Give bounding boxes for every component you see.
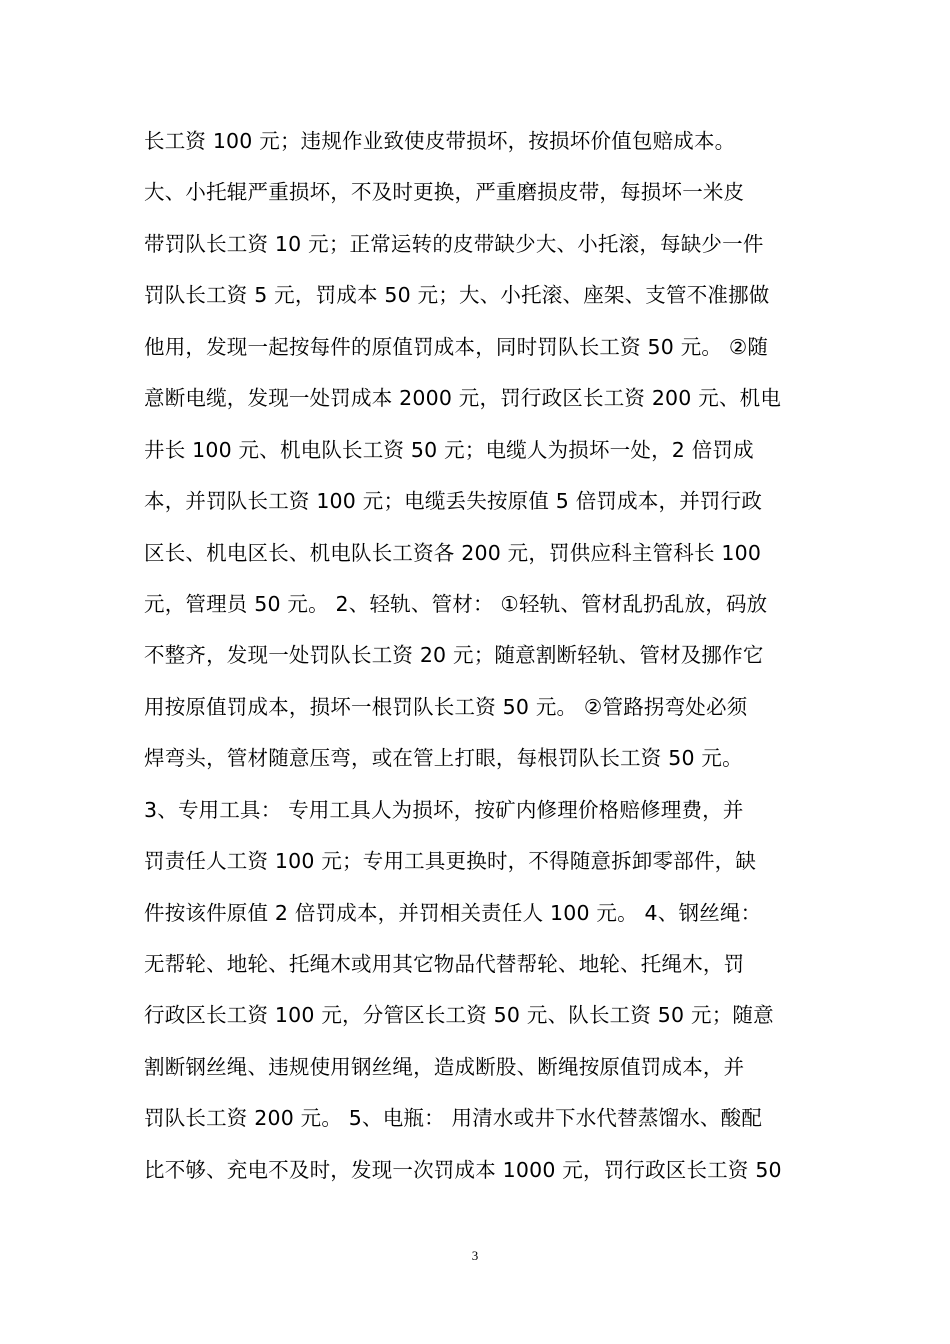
text-line: 长工资 100 元；违规作业致使皮带损坏，按损坏价值包赔成本。	[144, 129, 736, 153]
page-number: 3	[471, 1248, 479, 1263]
text-line: 无帮轮、地轮、托绳木或用其它物品代替帮轮、地轮、托绳木，罚	[144, 952, 745, 976]
text-line: 他用，发现一起按每件的原值罚成本，同时罚队长工资 50 元。 ②随	[144, 334, 769, 359]
text-line: 不整齐，发现一处罚队长工资 20 元；随意割断轻轨、管材及挪作它	[144, 643, 764, 668]
text-line: 元，管理员 50 元。 2、轻轨、管材： ①轻轨、管材乱扔乱放，码放	[144, 591, 768, 616]
text-line: 区长、机电区长、机电队长工资各 200 元，罚供应科主管科长 100	[144, 540, 762, 565]
text-line: 带罚队长工资 10 元；正常运转的皮带缺少大、小托滚，每缺少一件	[144, 231, 764, 256]
text-line: 本，并罚队长工资 100 元；电缆丢失按原值 5 倍罚成本，并罚行政	[144, 489, 763, 514]
text-line: 比不够、充电不及时，发现一次罚成本 1000 元，罚行政区长工资 50	[144, 1157, 782, 1182]
text-line: 焊弯头，管材随意压弯，或在管上打眼，每根罚队长工资 50 元。	[144, 746, 743, 771]
text-line: 行政区长工资 100 元，分管区长工资 50 元、队长工资 50 元；随意	[144, 1003, 774, 1028]
text-line: 割断钢丝绳、违规使用钢丝绳，造成断股、断绳按原值罚成本，并	[144, 1054, 745, 1079]
text-line: 用按原值罚成本，损坏一根罚队长工资 50 元。 ②管路拐弯处必须	[144, 694, 748, 719]
text-line: 罚队长工资 200 元。 5、电瓶： 用清水或井下水代替蒸馏水、酸配	[144, 1106, 763, 1131]
text-line: 意断电缆，发现一处罚成本 2000 元，罚行政区长工资 200 元、机电	[144, 386, 782, 411]
text-line: 井长 100 元、机电队长工资 50 元；电缆人为损坏一处，2 倍罚成	[144, 437, 754, 462]
text-line: 罚责任人工资 100 元；专用工具更换时，不得随意拆卸零部件，缺	[144, 849, 757, 874]
body-text	[144, 116, 834, 1196]
text-line: 件按该件原值 2 倍罚成本，并罚相关责任人 100 元。 4、钢丝绳：	[144, 900, 762, 925]
text-line: 大、小托辊严重损坏，不及时更换，严重磨损皮带，每损坏一米皮	[144, 180, 745, 205]
text-line: 罚队长工资 5 元，罚成本 50 元；大、小托滚、座架、支管不准挪做	[144, 283, 770, 308]
text-line: 3、专用工具： 专用工具人为损坏，按矿内修理价格赔修理费，并	[144, 797, 744, 822]
